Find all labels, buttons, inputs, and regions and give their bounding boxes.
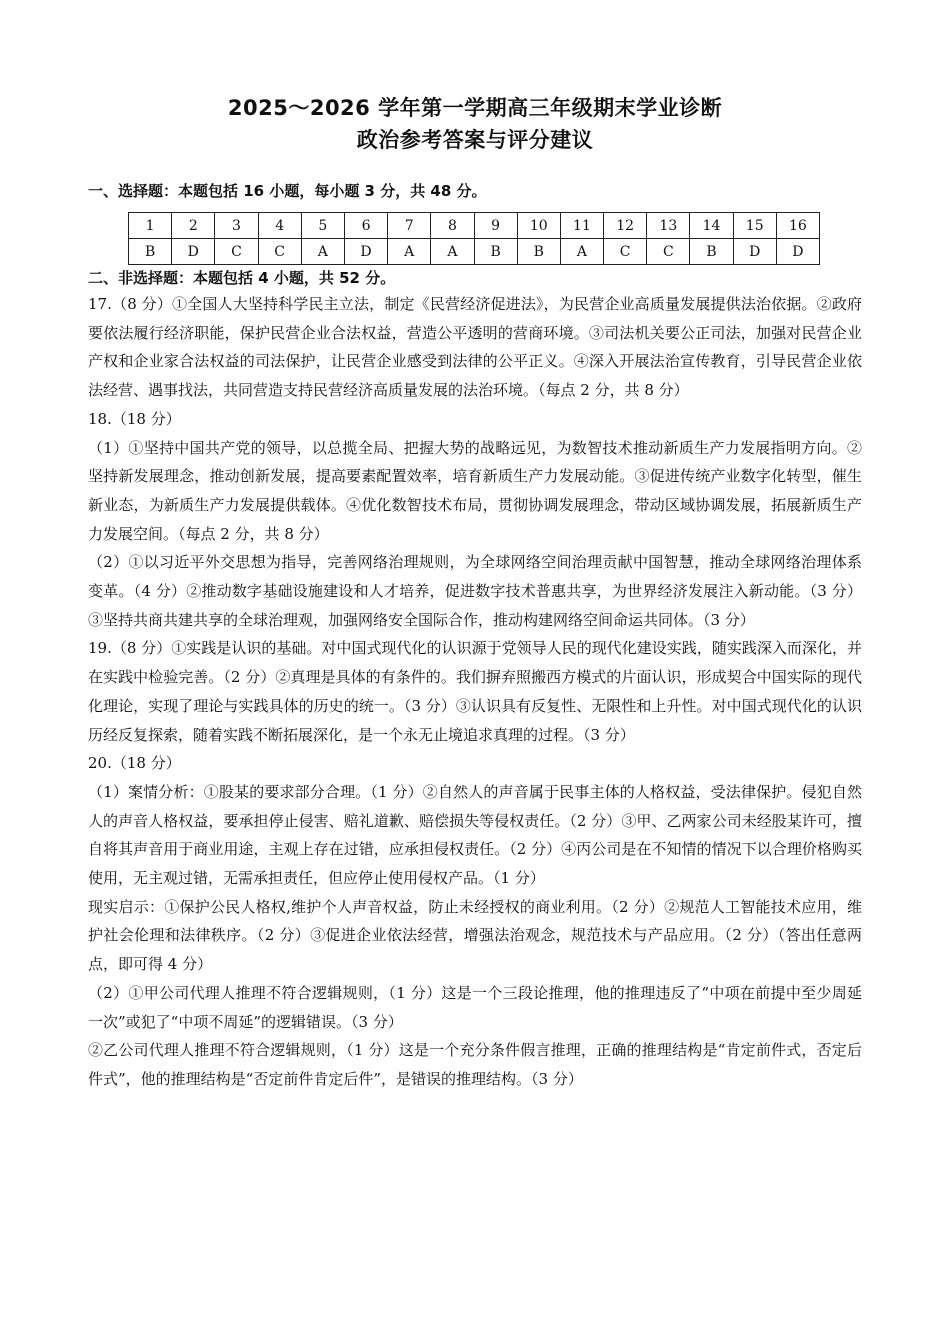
answer-letter: D: [344, 239, 387, 265]
answer-letter: A: [301, 239, 344, 265]
answer-letter: A: [560, 239, 603, 265]
answer-letter: B: [129, 239, 172, 265]
answer-q18-header: 18.（18 分）: [88, 409, 181, 428]
answer-letter: C: [647, 239, 690, 265]
answer-q18-part1: （1）①坚持中国共产党的领导，以总揽全局、把握大势的战略远见，为数智技术推动新质生产力发展指明方向。②坚持新发展理念，推动创新发展，提高要素配置效率，培育新质生产力发展动能。③促进传统产业数字化转型，催生新业态，为新质生产力发展提供载体。④优化数智技术布局，贯彻协调发展理念，带动区域协调发展，拓展新质生产力发展空间。（每点 2 分，共 8 分）: [88, 438, 862, 543]
answer-q17: 17.（8 分）①全国人大坚持科学民主立法，制定《民营经济促进法》，为民营企业高质量发展提供法治依据。②政府要依法履行经济职能，保护民营企业合法权益，营造公平透明的营商环境。③司法机关要公正司法，加强对民营企业产权和企业家合法权益的司法保护，让民营企业感受到法律的公平正义。④深入开展法治宣传教育，引导民营企业依法经营、遇事找法，共同营造支持民营经济高质量发展的法治环境。（每点 2 分，共 8 分）: [88, 295, 862, 400]
answer-q20-part1-analysis: （1）案情分析：①股某的要求部分合理。（1 分）②自然人的声音属于民事主体的人格权益，受法律保护。侵犯自然人的声音人格权益，要承担停止侵害、赔礼道歉、赔偿损失等侵权责任。（2 分）③甲、乙两家公司未经股某许可，擅自将其声音用于商业用途，主观上存在过错，应承担侵权责任。（2 分）④丙公司是在不知情的情况下以合理价格购买使用，无主观过错，无需承担责任，但应停止使用侵权产品。（1 分）: [88, 782, 862, 888]
answer-q20-part1-insight: 现实启示：①保护公民人格权,维护个人声音权益，防止未经授权的商业利用。（2 分）②规范人工智能技术应用，维护社会伦理和法律秩序。（2 分）③促进企业依法经营，增强法治观念，规范技术与产品应用。（2 分）（答出任意两点，即可得 4 分）: [88, 897, 862, 974]
answer-letter: D: [776, 239, 819, 265]
answer-letter: B: [474, 239, 517, 265]
answer-table: [128, 212, 820, 265]
answer-letter: C: [604, 239, 647, 265]
question-number: 13: [647, 213, 690, 239]
question-number: 8: [431, 213, 474, 239]
answer-q18-part2: （2）①以习近平外交思想为指导，完善网络治理规则，为全球网络空间治理贡献中国智慧，推动全球网络治理体系变革。（4 分）②推动数字基础设施建设和人才培养，促进数字技术普惠共享，为世界经济发展注入新动能。（3 分）③坚持共商共建共享的全球治理观，加强网络安全国际合作，推动构建网络空间命运共同体。（3 分）: [88, 553, 862, 629]
question-number: 12: [604, 213, 647, 239]
question-number: 1: [129, 213, 172, 239]
question-number: 11: [560, 213, 603, 239]
answer-table-answer-row: [129, 239, 820, 265]
answer-q19: 19.（8 分）①实践是认识的基础。对中国式现代化的认识源于党领导人民的现代化建设实践，随实践深入而深化，并在实践中检验完善。（2 分）②真理是具体的有条件的。我们摒弃照搬西方模式的片面认识，形成契合中国实际的现代化理论，实现了理论与实践具体的历史的统一。（3 分）③认识具有反复性、无限性和上升性。对中国式现代化的认识历经反复探索，随着实践不断拓展深化，是一个永无止境追求真理的过程。（3 分）: [88, 639, 862, 744]
question-number: 4: [258, 213, 301, 239]
question-number: 9: [474, 213, 517, 239]
question-number: 3: [215, 213, 258, 239]
answer-q20-header: 20.（18 分）: [88, 754, 181, 773]
question-number: 16: [776, 213, 819, 239]
section-heading-choice: 一、选择题：本题包括 16 小题，每小题 3 分，共 48 分。: [88, 182, 487, 200]
answer-letter: D: [172, 239, 215, 265]
answer-letter: C: [215, 239, 258, 265]
answer-body: [88, 290, 862, 1094]
answer-letter: B: [517, 239, 560, 265]
answer-letter: A: [431, 239, 474, 265]
answer-letter: B: [690, 239, 733, 265]
question-number: 14: [690, 213, 733, 239]
page-subtitle: 政治参考答案与评分建议: [356, 128, 594, 152]
answer-q20-part2-a: （2）①甲公司代理人推理不符合逻辑规则，（1 分）这是一个三段论推理，他的推理违反了“中项在前提中至少周延一次”或犯了“中项不周延”的逻辑错误。（3 分）: [88, 983, 862, 1031]
question-number: 7: [388, 213, 431, 239]
question-number: 15: [733, 213, 776, 239]
question-number: 2: [172, 213, 215, 239]
answer-letter: C: [258, 239, 301, 265]
section-heading-nonchoice: 二、非选择题：本题包括 4 小题，共 52 分。: [88, 269, 396, 287]
page-title: 2025～2026 学年第一学期高三年级期末学业诊断: [227, 96, 723, 120]
answer-q20-part2-b: ②乙公司代理人推理不符合逻辑规则，（1 分）这是一个充分条件假言推理，正确的推理结构是“肯定前件式，否定后件式”，他的推理结构是“否定前件肯定后件”，是错误的推理结构。（3 分）: [88, 1041, 862, 1088]
question-number: 10: [517, 213, 560, 239]
question-number: 5: [301, 213, 344, 239]
question-number: 6: [344, 213, 387, 239]
answer-letter: D: [733, 239, 776, 265]
answer-table-number-row: [129, 213, 820, 239]
answer-letter: A: [388, 239, 431, 265]
